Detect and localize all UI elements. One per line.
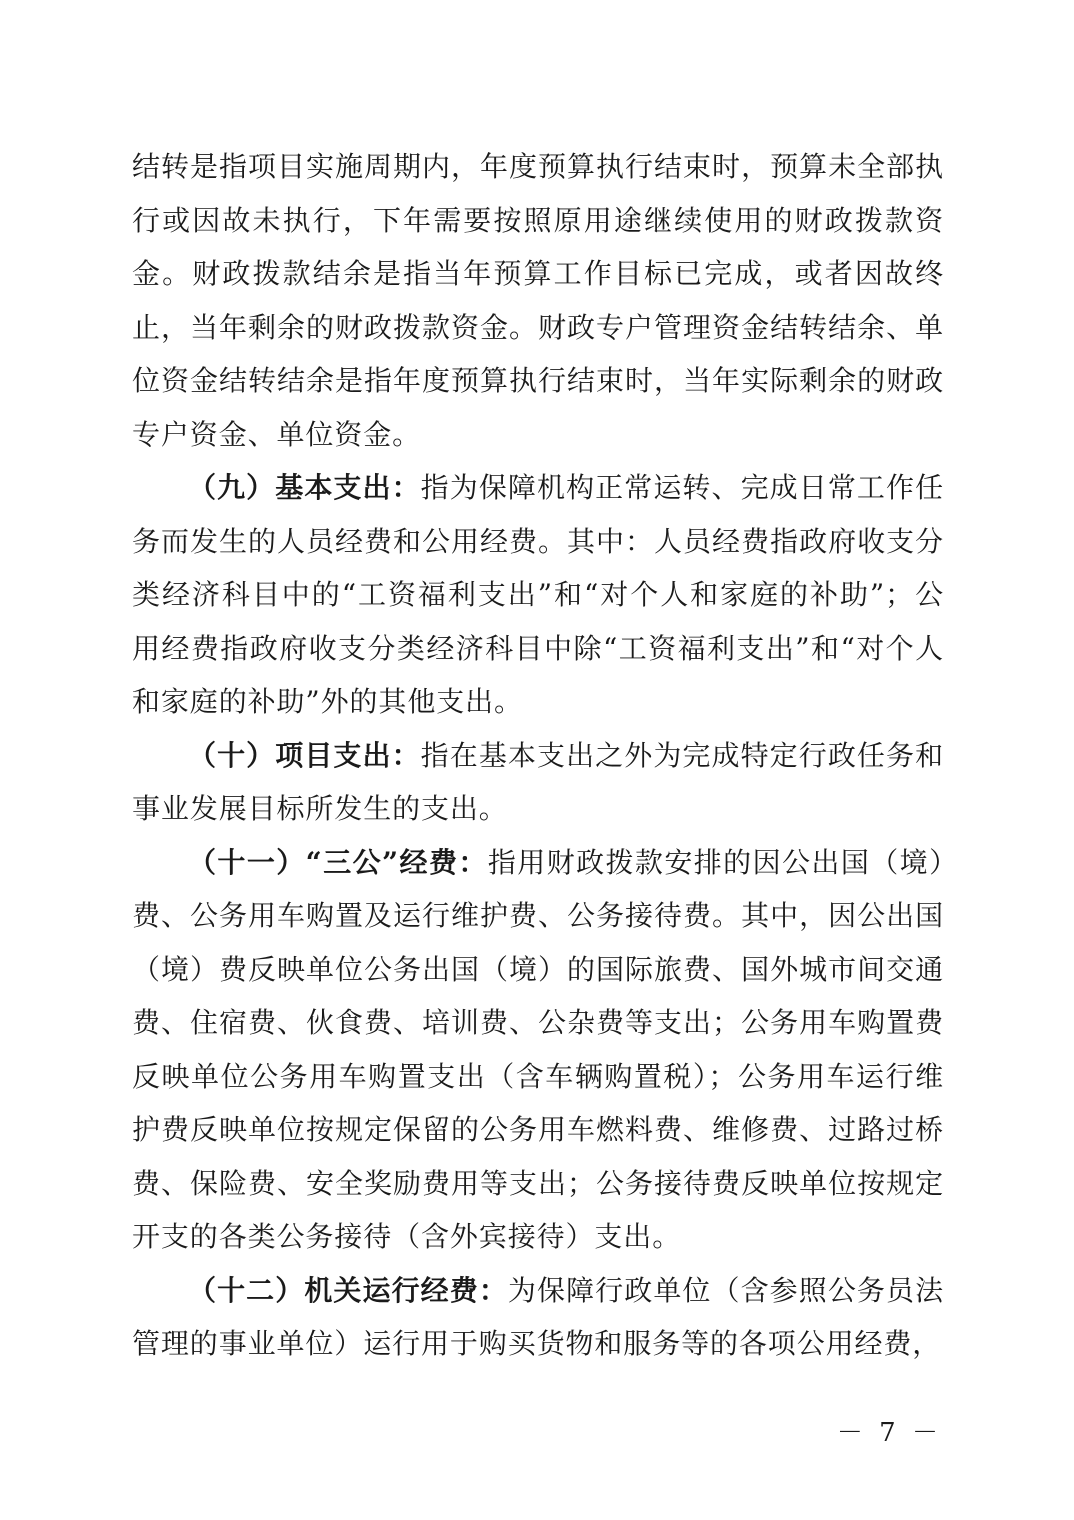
paragraph-text: 结转是指项目实施周期内，年度预算执行结束时，预算未全部执行或因故未执行，下年需要按照原用途继续使用的财政拨款资金。财政拨款结余是指当年预算工作目标已完成，或者因故终止，当年剩余的财政拨款资金。财政专户管理资金结转结余、单位资金结转结余是指年度预算执行结束时，当年实际剩余的财政专户资金、单位资金。 bbox=[132, 150, 944, 451]
paragraph-text: 指为保障机构正常运转、完成日常工作任务而发生的人员经费和公用经费。其中：人员经费指政府收支分类经济科目中的“工资福利支出”和“对个人和家庭的补助”；公用经费指政府收支分类经济科目中除“工资福利支出”和“对个人和家庭的补助”外的其他支出。 bbox=[132, 471, 944, 718]
term-label: （十二）机关运行经费： bbox=[188, 1273, 508, 1307]
paragraph-text: 指用财政拨款安排的因公出国（境）费、公务用车购置及运行维护费、公务接待费。其中，因公出国（境）费反映单位公务出国（境）的国际旅费、国外城市间交通费、住宿费、伙食费、培训费、公杂费等支出；公务用车购置费反映单位公务用车购置支出（含车辆购置税）；公务用车运行维护费反映单位按规定保留的公务用车燃料费、维修费、过路过桥费、保险费、安全奖励费用等支出；公务接待费反映单位按规定开支的各类公务接待（含外宾接待）支出。 bbox=[132, 845, 944, 1253]
paragraph-text: 指在基本支出之外为完成特定行政任务和事业发展目标所发生的支出。 bbox=[132, 738, 944, 825]
paragraph-project-expenditure bbox=[132, 729, 944, 836]
paragraph-basic-expenditure bbox=[132, 461, 944, 729]
paragraph-text: 为保障行政单位（含参照公务员法管理的事业单位）运行用于购买货物和服务等的各项公用经费， bbox=[132, 1273, 944, 1360]
term-label: （十）项目支出： bbox=[188, 738, 421, 772]
paragraph-agency-operating-expenses bbox=[132, 1264, 944, 1371]
term-label: （九）基本支出： bbox=[188, 471, 421, 504]
page-number: － 7 － bbox=[836, 1418, 942, 1448]
paragraph-carryover-definition bbox=[132, 140, 944, 461]
document-body bbox=[132, 140, 944, 1371]
paragraph-three-public-expenses bbox=[132, 836, 944, 1264]
term-label: （十一）“三公”经费： bbox=[188, 845, 488, 879]
